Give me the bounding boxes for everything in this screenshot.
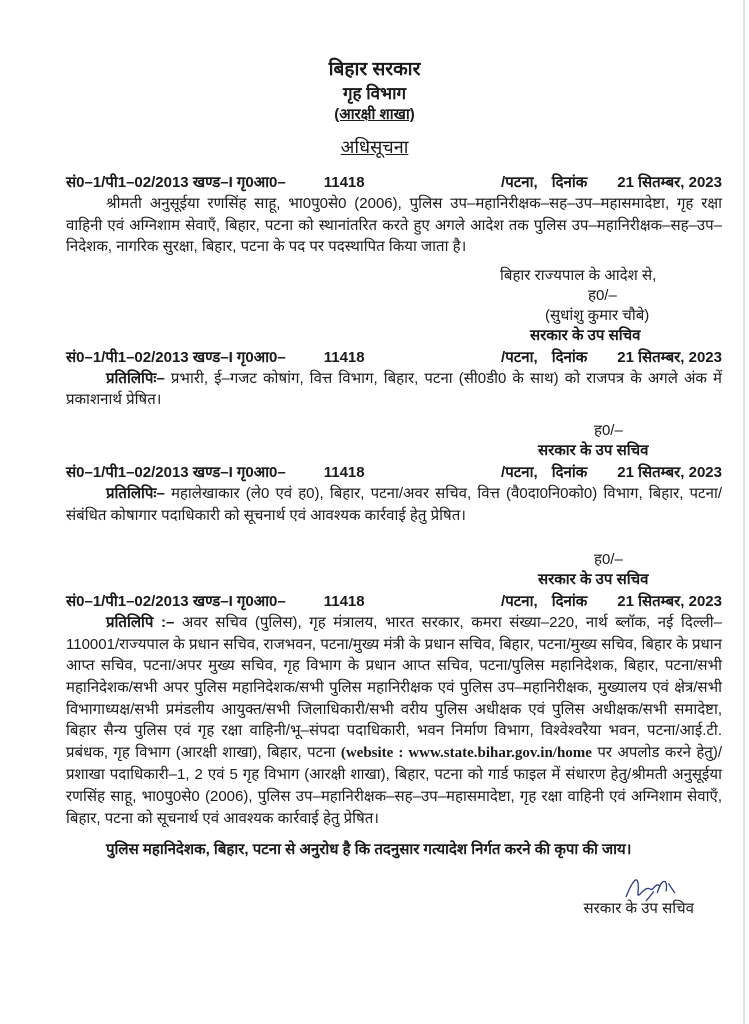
ref-date: 21 सितम्बर, 2023 [617,593,722,611]
reference-line [66,592,722,612]
notification-body [66,193,722,258]
ref-number: सं0–1/पी1–02/2013 खण्ड–I गृ0आ0– [66,174,286,191]
copy-label: प्रतिलिपि :– [106,614,175,632]
memo-number: 11418 [323,174,365,191]
signatory-designation: सरकार के उप सचिव [538,571,649,589]
reference-line [66,173,722,193]
website-link[interactable]: (website : www.state.bihar.gov.in/home [340,744,592,761]
copy2-body [66,483,722,526]
date-label: दिनांक [551,174,588,191]
ref-date: 21 सितम्बर, 2023 [617,174,722,191]
copy-text: अवर सचिव (पुलिस), गृह मंत्रालय, भारत सरकार, कमरा संख्या–220, नार्थ ब्लॉक, नई दिल्ली–110001/राज्यपाल के प्रधान सचिव, राजभवन, पटना/मुख्य मंत्री के प्रधान सचिव, बिहार, पटना/मुख्य सचिव, बिहार के प्रधान आप्त सचिव, पटना/अपर मुख्य सचिव, गृह विभाग के प्रधान आप्त सचिव, पटना/पुलिस महानिदेशक, बिहार, पटना/सभी महानिदेशक/सभी अपर पुलिस महानिदेशक/सभी पुलिस महानिरीक्षक एवं पुलिस उप–महानिरीक्षक, मुख्यालय एवं क्षेत्र/सभी विभागाध्यक्ष/सभी प्रमंडलीय आयुक्त/सभी जिलाधिकारी/सभी वरीय पुलिस अधीक्षक एवं पुलिस अधीक्षक/सभी समादेष्टा, बिहार सैन्य पुलिस एवं गृह रक्षा वाहिनी/भू–संपदा पदाधिकारी, भवन निर्माण विभाग, विश्वेश्वरैया भवन, पटना/आई.टी. प्रबंधक, गृह विभाग (आरक्षी शाखा), बिहार, पटना [66,614,722,761]
signed-mark: ह0/– [594,551,623,569]
signature-icon [614,869,694,909]
copy3-body [66,612,722,829]
reference-line [66,463,722,483]
signature-block [66,266,722,346]
date-label: दिनांक [551,593,588,611]
reference-line [66,348,722,368]
final-signature-block [66,869,722,919]
memo-number: 11418 [323,348,365,366]
signatory-name: (सुधांशु कुमार चौबे) [545,306,650,324]
final-signature-area [584,869,722,919]
ref-place: /पटना, [501,463,538,481]
ref-date: 21 सितम्बर, 2023 [617,463,722,481]
signature-block [66,421,722,461]
doc-type-heading: अधिसूचना [340,137,409,157]
order-by: बिहार राज्यपाल के आदेश से, [500,266,657,284]
copy-text-cont: पर अपलोड करने हेतु)/प्रशाखा पदाधिकारी–1, 2 एवं 5 गृह विभाग (आरक्षी शाखा), बिहार, पटना को गार्ड फाइल में संधारण हेतु/श्रीमती अनुसूईया रणसिंह साहू, भा0पु0से0 (2006), पुलिस उप–महानिरीक्षक–सह–उप–महासमादेष्टा, गृह रक्षा वाहिनी एवं अग्निशाम सेवाएँ, बिहार, पटना को सूचनार्थ एवं आवश्यक कार्रवाई हेतु प्रेषित। [66,743,723,827]
signatory-designation: सरकार के उप सचिव [530,326,641,344]
signature-block [66,550,722,590]
ref-place: /पटना, [501,348,538,366]
ref-number: सं0–1/पी1–02/2013 खण्ड–I गृ0आ0– [66,593,286,611]
signed-mark: ह0/– [594,421,623,439]
notification-text: श्रीमती अनुसूईया रणसिंह साहू, भा0पु0से0 (2006), पुलिस उप–महानिरीक्षक–सह–उप–महासमादेष्टा, गृह रक्षा वाहिनी एवं अग्निशाम सेवाएँ, बिहार, पटना को स्थानांतरित करते हुए अगले आदेश तक पुलिस उप–महानिरीक्षक–सह–उप–निदेशक, नागरिक सुरक्षा, बिहार, पटना के पद पर पदस्थापित किया जाता है। [66,195,722,256]
ref-place: /पटना, [501,174,538,191]
copy1-body [66,368,722,411]
signed-mark: ह0/– [588,286,617,304]
copy-text: प्रभारी, ई–गजट कोषांग, वित्त विभाग, बिहार, पटना (सी0डी0 के साथ) को राजपत्र के अगले अंक में प्रकाशनार्थ प्रेषित। [66,369,722,409]
ref-number: सं0–1/पी1–02/2013 खण्ड–I गृ0आ0– [66,348,286,366]
branch-heading: (आरक्षी शाखा) [334,106,415,123]
govt-heading: बिहार सरकार [328,59,421,80]
request-text [66,839,722,861]
copy-label: प्रतिलिपिः– [106,484,165,502]
ref-date: 21 सितम्बर, 2023 [617,348,722,366]
signatory-designation: सरकार के उप सचिव [538,441,649,459]
copy-label: प्रतिलिपिः– [106,369,165,387]
ref-number: सं0–1/पी1–02/2013 खण्ड–I गृ0आ0– [66,463,286,481]
memo-number: 11418 [323,463,365,481]
copy-text: महालेखाकार (ले0 एवं ह0), बिहार, पटना/अवर सचिव, वित्त (वै0दा0नि0को0) विभाग, बिहार, पटना/संबंधित कोषागार पदाधिकारी को सूचनार्थ एवं आवश्यक कार्रवाई हेतु प्रेषित। [66,484,722,524]
memo-number: 11418 [323,593,365,611]
final-designation: सरकार के उप सचिव [583,899,694,917]
dept-heading: गृह विभाग [342,84,407,103]
request-body: पुलिस महानिदेशक, बिहार, पटना से अनुरोध है कि तदनुसार गत्यादेश निर्गत करने की कृपा की जाय। [106,841,632,859]
ref-place: /पटना, [501,593,538,611]
date-label: दिनांक [551,348,588,366]
date-label: दिनांक [551,463,588,481]
